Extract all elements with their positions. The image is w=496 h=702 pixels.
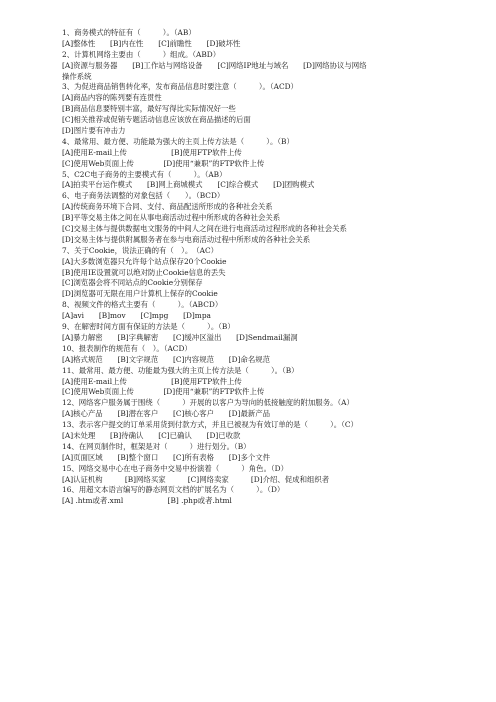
text-line: [A]avi [B]mov [C]mpg [D]mpa — [62, 311, 211, 321]
document-body — [62, 28, 472, 507]
text-line: 11、最常用、最方便、功能最为强大的主页上传方法是（ ）。（B） — [62, 365, 299, 375]
text-line: [C]交易主体与提供数据电文服务的中间人之间在进行电商活动过程形成的各种社会关系 — [62, 224, 347, 234]
text-line: [B]平等交易主体之间在从事电商活动过程中所形成的各种社会关系 — [62, 213, 281, 223]
text-line: [A]认证机构 [B]网络买家 [C]网络卖家 [D]介绍、促成和组织者 — [62, 474, 330, 484]
text-line: [A] .htm或者.xml [B] .php或者.html — [62, 496, 232, 506]
text-line: 2、计算机网络主要由（ ）组成。（ABD） — [62, 49, 221, 59]
text-line: [A]使用E-mail上传 [B]使用FTP软件上传 — [62, 376, 242, 386]
text-line: 6、电子商务法调整的对象包括（ ）。（BCD） — [62, 191, 225, 201]
text-line: [C]浏览器会将不同站点的Cookie分别保存 — [62, 278, 203, 288]
text-line: 15、网络交易中心在电子商务中交易中扮演着（ ）角色。（D） — [62, 463, 288, 473]
text-line: [B]商品信息要特别丰富，最好写得比实际情况好一些 — [62, 104, 236, 114]
text-line: 8、视频文件的格式主要有（ ）。（ABCD） — [62, 300, 223, 310]
text-line: [C]相关推荐或促销专题活动信息应该放在商品描述的后面 — [62, 115, 251, 125]
text-line: [A]未处理 [B]待确认 [C]已确认 [D]已收款 — [62, 430, 241, 440]
text-line: [A]传统商务环境下合同、支付、商品配送所形成的各种社会关系 — [62, 202, 273, 212]
text-line: [A]使用E-mail上传 [B]使用FTP软件上传 — [62, 147, 242, 157]
text-line: 3、为促进商品销售转化率，发布商品信息时要注意（ ）。（ACD） — [62, 82, 298, 92]
text-line: [C]使用Web页面上传 [D]使用“兼职”的FTP软件上传 — [62, 158, 265, 168]
text-line: [A]大多数浏览器只允许每个站点保存20个Cookie — [62, 256, 227, 266]
text-line: 9、在解密时间方面有保证的方法是（ ）。（B） — [62, 322, 235, 332]
text-line: 10、报表制作的规范有（ ）。（ACD） — [62, 343, 192, 353]
text-line: 14、在网页制作时，框架是对（ ）进行划分。（B） — [62, 441, 251, 451]
text-line: [A]商品内容的陈列要有连贯性 — [62, 93, 162, 103]
text-line: [D]交易主体与提供附属服务者在参与电商活动过程中所形成的各种社会关系 — [62, 234, 311, 244]
text-line: [A]整体性 [B]内在性 [C]前瞻性 [D]破坏性 — [62, 38, 241, 48]
text-line: [A]核心产品 [B]潜在客户 [C]核心客户 [D]最新产品 — [62, 409, 271, 419]
text-line: 13、表示客户提交的订单采用货到付款方式，并且已被视为有效订单的是（ ）。（C） — [62, 420, 358, 430]
text-line: [C]使用Web页面上传 [D]使用“兼职”的FTP软件上传 — [62, 387, 265, 397]
text-line: 5、C2C电子商务的主要模式有（ ）。（AB） — [62, 169, 227, 179]
text-line: 12、网络客户服务属于围绕（ ）开展的以客户为导向的低接触度的附加服务。（A） — [62, 398, 354, 408]
text-line: [A]资源与服务器 [B]工作站与网络设备 [C]网络IP地址与域名 [D]网络协议与网络 — [62, 60, 367, 70]
text-line: [A]暴力解密 [B]字典解密 [C]缓冲区溢出 [D]Sendmail漏洞 — [62, 332, 298, 342]
text-line: [D]图片要有冲击力 — [62, 126, 126, 136]
text-line: 7、关于Cookie，说法正确的有（ ）。 （AC） — [62, 245, 219, 255]
text-line: [D]浏览器可无限在用户计算机上保存的Cookie — [62, 289, 218, 299]
text-line: 16、用超文本语言编写的静态网页文档的扩展名为（ ）。（D） — [62, 485, 285, 495]
text-line: 4、最常用、最方便、功能最为强大的主页上传方法是（ ）。（B） — [62, 136, 294, 146]
text-line: 1、商务模式的特征有（ ）。（AB） — [62, 28, 196, 37]
text-line: [B]使用IE设置就可以绝对防止Cookie信息的丢失 — [62, 267, 226, 277]
text-line: [A]页面区域 [B]整个窗口 [C]所有表格 [D]多个文件 — [62, 452, 271, 462]
text-line: [A]格式规范 [B]文字规范 [C]内容规范 [D]命名规范 — [62, 354, 271, 364]
text-line: [A]拍卖平台运作模式 [B]网上商城模式 [C]综合模式 [D]团购模式 — [62, 180, 315, 190]
text-line: 操作系统 — [62, 71, 92, 81]
